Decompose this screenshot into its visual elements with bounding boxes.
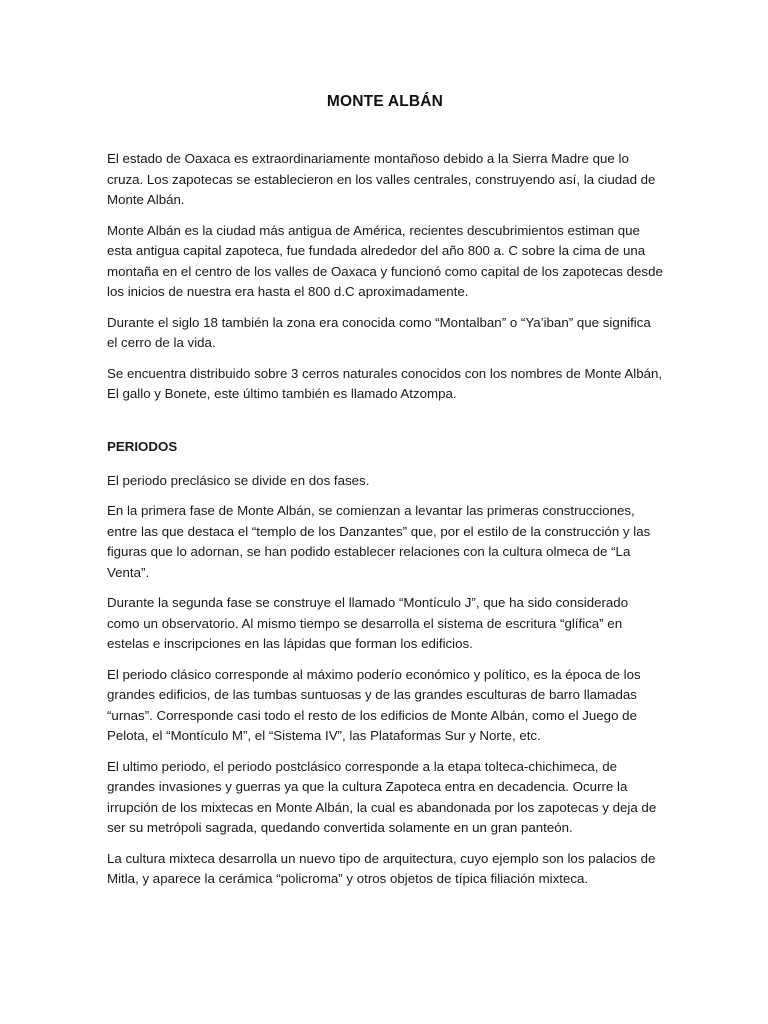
document-body [107, 90, 663, 900]
spacer [107, 114, 663, 149]
spacer [107, 415, 663, 437]
periodos-paragraph-2: En la primera fase de Monte Albán, se comienzan a levantar las primeras construcciones, entre las que destaca el “templo de los Danzantes” que, por el estilo de la construcción y las figuras que lo adornan, se han podido establecer relaciones con la cultura olmeca de “La Venta”. [107, 503, 651, 580]
periodos-paragraph-4: El periodo clásico corresponde al máximo poderío económico y político, es la época de los grandes edificios, de las tumbas suntuosas y de las grandes esculturas de barro llamadas “urnas”. Corresponde casi todo el resto de los edificios de Monte Albán, como el Juego de Pelota, el “Montículo M”, el “Sistema IV”, las Plataformas Sur y Norte, etc. [107, 666, 641, 743]
section-heading-periodos: PERIODOS [107, 438, 178, 454]
document-title: MONTE ALBÁN [326, 93, 444, 110]
periodos-paragraph-1: El periodo preclásico se divide en dos fases. [107, 472, 370, 488]
intro-paragraph-1: El estado de Oaxaca es extraordinariamente montañoso debido a la Sierra Madre que lo cruza. Los zapotecas se establecieron en los valles centrales, construyendo así, la ciudad de Monte Albán. [107, 151, 656, 207]
periodos-paragraph-3: Durante la segunda fase se construye el llamado “Montículo J”, que ha sido considerado como un observatorio. Al mismo tiempo se desarrolla el sistema de escritura “glífica” en estelas e inscripciones en las lápidas que forman los edificios. [107, 595, 629, 651]
intro-paragraph-2: Monte Albán es la ciudad más antigua de América, recientes descubrimientos estiman que esta antigua capital zapoteca, fue fundada alrededor del año 800 a. C sobre la cima de una montaña en el centro de los valles de Oaxaca y funcionó como capital de los zapotecas desde los inicios de nuestra era hasta el 800 d.C aproximadamente. [107, 222, 663, 299]
periodos-paragraph-5: El ultimo periodo, el periodo postclásico corresponde a la etapa tolteca-chichimeca, de grandes invasiones y guerras ya que la cultura Zapoteca entra en decadencia. Ocurre la irrupción de los mixtecas en Monte Albán, la cual es abandonada por los zapotecas y deja de ser su metrópoli sagrada, quedando convertida solamente en un gran panteón. [107, 758, 657, 835]
periodos-paragraph-6: La cultura mixteca desarrolla un nuevo tipo de arquitectura, cuyo ejemplo son los palacios de Mitla, y aparece la cerámica “policroma” y otros objetos de típica filiación mixteca. [107, 850, 656, 886]
intro-paragraph-4: Se encuentra distribuido sobre 3 cerros naturales conocidos con los nombres de Monte Albán, El gallo y Bonete, este último también es llamado Atzompa. [107, 365, 663, 401]
intro-paragraph-3: Durante el siglo 18 también la zona era conocida como “Montalban” o “Ya’iban” que significa el cerro de la vida. [107, 314, 651, 350]
